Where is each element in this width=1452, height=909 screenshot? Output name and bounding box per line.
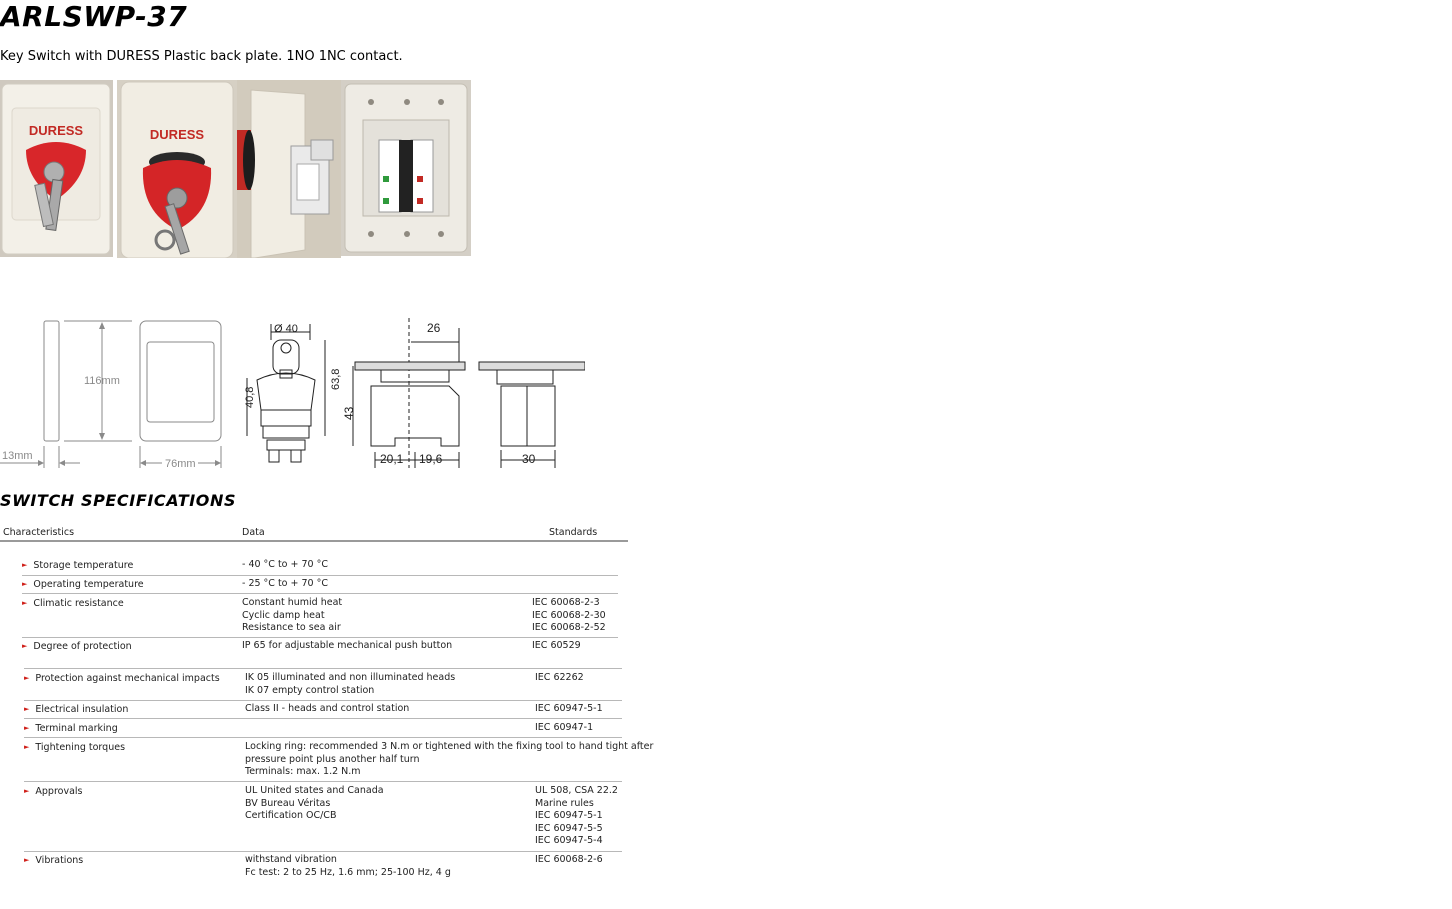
contact-a-label: 20,1 <box>380 452 404 466</box>
plate-dimension-drawing <box>0 316 232 474</box>
product-description: Key Switch with DURESS Plastic back plate. 1NO 1NC contact. <box>0 49 403 64</box>
row-data: IP 65 for adjustable mechanical push button <box>242 640 453 651</box>
head-diameter-label: Ø 40 <box>274 323 298 335</box>
photo-front-view <box>0 80 113 257</box>
row-divider <box>24 737 622 738</box>
body-width-label: 30 <box>522 452 536 466</box>
table-row: ► Operating temperature <box>22 579 144 590</box>
row-standard: IEC 60947-1 <box>535 722 594 733</box>
row-divider <box>24 700 622 701</box>
body-depth-label: 26 <box>427 321 441 335</box>
table-row: ► Protection against mechanical impacts <box>24 673 220 684</box>
table-row: ► Degree of protection <box>22 641 132 652</box>
table-row: ► Electrical insulation <box>24 704 129 715</box>
table-row: ► Climatic resistance <box>22 598 124 609</box>
header-divider <box>0 540 628 542</box>
row-divider <box>24 781 622 782</box>
specifications-heading: SWITCH SPECIFICATIONS <box>0 491 237 510</box>
row-standard: IEC 60529 <box>532 640 581 651</box>
row-standard: IEC 60947-5-1 <box>535 703 603 714</box>
bullet-arrow-icon: ► <box>24 724 30 732</box>
row-divider <box>22 575 618 576</box>
row-data: Locking ring: recommended 3 N.m or tightened with the fixing tool to hand tight after pressure point plus another half turn Terminals: max. 1.2 N.m <box>245 741 654 777</box>
bullet-arrow-icon: ► <box>24 743 30 751</box>
table-row: ► Terminal marking <box>24 723 118 734</box>
bullet-arrow-icon: ► <box>22 580 28 588</box>
product-title: ARLSWP-37 <box>0 0 188 33</box>
table-row: ► Approvals <box>24 786 83 797</box>
row-data: Class II - heads and control station <box>245 703 410 714</box>
plate-thickness-label: 13mm <box>2 450 33 462</box>
row-data: withstand vibration Fc test: 2 to 25 Hz, 1.6 mm; 25-100 Hz, 4 g <box>245 854 451 878</box>
row-data: - 40 °C to + 70 °C <box>242 559 328 570</box>
row-data: Constant humid heat Cyclic damp heat Resistance to sea air <box>242 597 343 633</box>
column-header-characteristics: Characteristics <box>3 527 75 538</box>
bullet-arrow-icon: ► <box>24 856 30 864</box>
table-row: ► Vibrations <box>24 855 84 866</box>
row-divider <box>24 718 622 719</box>
head-height-a-label: 40,8 <box>244 386 256 408</box>
bullet-arrow-icon: ► <box>24 705 30 713</box>
duress-label: DURESS <box>149 127 205 142</box>
plate-width-label: 76mm <box>165 458 196 470</box>
duress-label: DURESS <box>28 123 84 138</box>
row-divider <box>24 851 622 852</box>
column-header-standards: Standards <box>549 527 598 538</box>
switch-dimension-drawing <box>235 318 585 478</box>
bullet-arrow-icon: ► <box>22 599 28 607</box>
photo-back-view <box>341 80 471 256</box>
photo-side-view <box>237 80 341 258</box>
column-header-data: Data <box>242 527 265 538</box>
row-divider <box>22 637 618 638</box>
row-data: UL United states and Canada BV Bureau Véritas Certification OC/CB <box>245 785 384 821</box>
contact-b-label: 19,6 <box>419 452 443 466</box>
row-data: - 25 °C to + 70 °C <box>242 578 328 589</box>
photo-angled-view <box>117 80 237 258</box>
row-data: IK 05 illuminated and non illuminated heads IK 07 empty control station <box>245 672 456 696</box>
bullet-arrow-icon: ► <box>22 642 28 650</box>
row-divider <box>22 593 618 594</box>
body-height-label: 43 <box>342 406 356 420</box>
row-standard: UL 508, CSA 22.2 Marine rules IEC 60947-5-1 IEC 60947-5-5 IEC 60947-5-4 <box>535 785 618 846</box>
row-standard: IEC 60068-2-6 <box>535 854 603 865</box>
bullet-arrow-icon: ► <box>22 561 28 569</box>
row-divider <box>24 668 622 669</box>
row-standard: IEC 60068-2-3 IEC 60068-2-30 IEC 60068-2-52 <box>532 597 606 633</box>
bullet-arrow-icon: ► <box>24 787 30 795</box>
head-height-b-label: 63,8 <box>330 368 342 390</box>
plate-height-label: 116mm <box>84 375 120 387</box>
table-row: ► Storage temperature <box>22 560 134 571</box>
table-row: ► Tightening torques <box>24 742 126 753</box>
bullet-arrow-icon: ► <box>24 674 30 682</box>
row-standard: IEC 62262 <box>535 672 584 683</box>
